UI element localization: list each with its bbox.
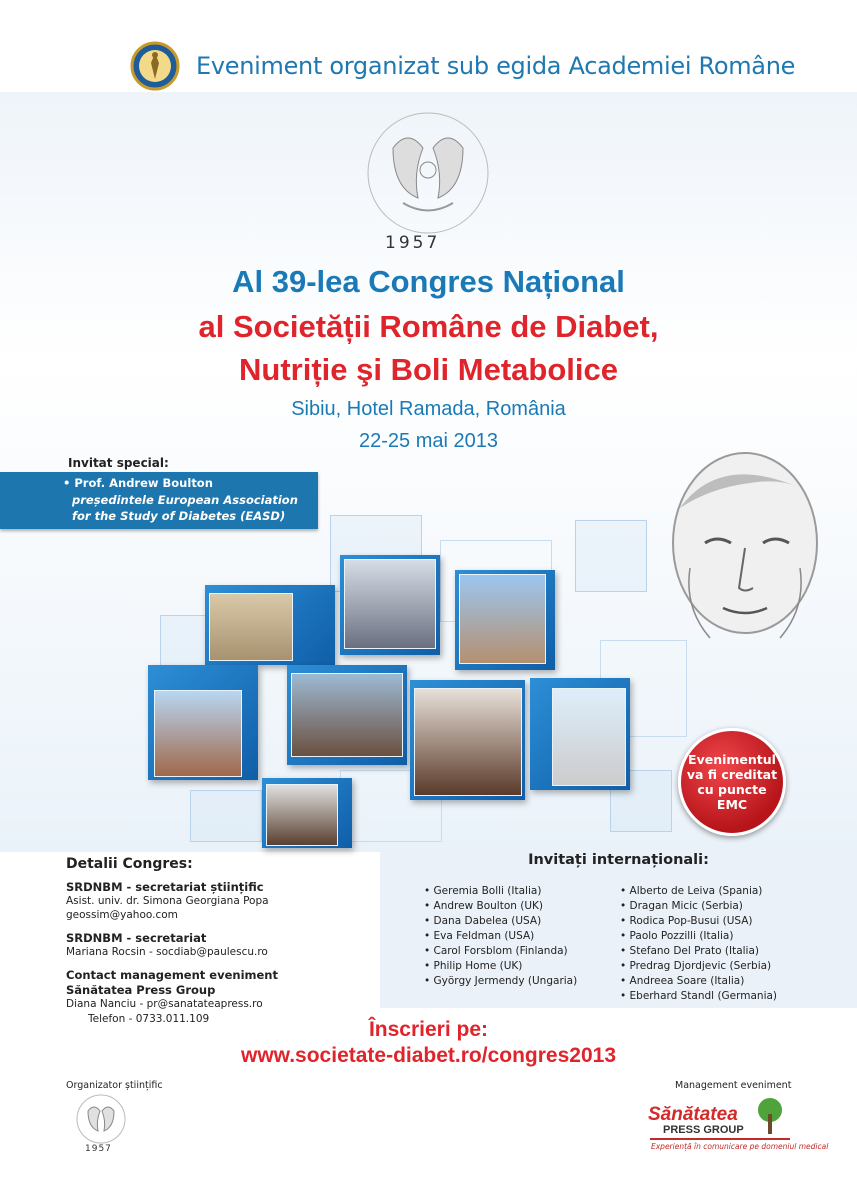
guests-column-1 <box>424 884 577 989</box>
guest-item: • Alberto de Leiva (Spania) <box>620 885 763 897</box>
mgmt-phone: Telefon - 0733.011.109 <box>88 1013 210 1025</box>
organizer-label: Organizator științific <box>66 1080 163 1091</box>
company-tagline: Experiență în comunicare pe domeniul medical <box>651 1142 829 1151</box>
guest-item: • Dana Dabelea (USA) <box>424 915 542 927</box>
photo-cube <box>455 570 555 670</box>
guest-item: • Carol Forsblom (Finlanda) <box>424 945 568 957</box>
guest-item: • Andreea Soare (Italia) <box>620 975 745 987</box>
mgmt-company: Sănătatea Press Group <box>66 983 216 997</box>
guest-item: • György Jermendy (Ungaria) <box>424 975 578 987</box>
emc-credit-badge <box>678 728 786 836</box>
signup-label: Înscrieri pe: <box>368 1018 489 1041</box>
emc-badge-line: EMC <box>716 797 748 812</box>
organizer-seal-icon <box>62 1093 140 1149</box>
details-title: Detalii Congres: <box>66 856 193 872</box>
company-logo-sub: PRESS GROUP <box>663 1124 744 1136</box>
guest-item: • Predrag Djordjevic (Serbia) <box>620 960 772 972</box>
guest-item: • Rodica Pop-Busui (USA) <box>620 915 753 927</box>
signup-url-link[interactable]: www.societate-diabet.ro/congres2013 <box>240 1044 617 1067</box>
emc-badge-line: cu puncte <box>697 782 767 797</box>
guest-item: • Eberhard Standl (Germania) <box>620 990 778 1002</box>
secretariat-label: SRDNBM - secretariat <box>66 931 207 945</box>
header-text: Eveniment organizat sub egida Academiei Române <box>196 52 796 80</box>
guest-item: • Eva Feldman (USA) <box>424 930 535 942</box>
guest-item: • Paolo Pozzilli (Italia) <box>620 930 734 942</box>
emc-badge-line: va fi creditat <box>686 767 778 782</box>
emc-badge-line: Evenimentul <box>688 752 776 767</box>
management-label: Management eveniment <box>675 1080 792 1091</box>
title-line2: al Societății Române de Diabet, <box>198 309 659 344</box>
photo-cube <box>410 680 525 800</box>
event-location: Sibiu, Hotel Ramada, România <box>291 398 566 420</box>
special-guest-role: for the Study of Diabetes (EASD) <box>72 509 286 523</box>
sci-secretariat-label: SRDNBM - secretariat științific <box>66 880 264 894</box>
romanian-academy-seal-icon <box>130 41 180 91</box>
secretariat-contact: Mariana Rocsin - socdiab@paulescu.ro <box>66 946 268 958</box>
mgmt-contact: Diana Nanciu - pr@sanatateapress.ro <box>66 998 263 1010</box>
international-guests-title: Invitați internaționali: <box>528 852 709 868</box>
photo-cube <box>205 585 335 665</box>
photo-cube <box>287 665 407 765</box>
company-logo-name: Sănătatea <box>648 1104 738 1125</box>
guest-item: • Andrew Boulton (UK) <box>424 900 544 912</box>
title-line3: Nutriție şi Boli Metabolice <box>239 352 618 387</box>
guest-item: • Philip Home (UK) <box>424 960 523 972</box>
special-guest-name: • Prof. Andrew Boulton <box>63 476 213 490</box>
guest-item: • Dragan Micic (Serbia) <box>620 900 743 912</box>
sci-secretariat-email: geossim@yahoo.com <box>66 909 178 921</box>
special-guest-label: Invitat special: <box>68 456 169 470</box>
event-dates: 22-25 mai 2013 <box>359 430 498 452</box>
caduceus-tree-icon <box>752 1096 788 1136</box>
deco-square <box>190 790 262 842</box>
guest-item: • Geremia Bolli (Italia) <box>424 885 542 897</box>
society-year: 1957 <box>385 233 441 253</box>
guest-item: • Stefano Del Prato (Italia) <box>620 945 760 957</box>
photo-cube <box>262 778 352 848</box>
mgmt-contact-title: Contact management eveniment <box>66 968 278 982</box>
organizer-seal-year: 1957 <box>85 1144 112 1154</box>
title-line1: Al 39-lea Congres Național <box>232 264 625 299</box>
sci-secretariat-person: Asist. univ. dr. Simona Georgiana Popa <box>66 895 269 907</box>
special-guest-role: președintele European Association <box>72 493 298 507</box>
guests-column-2 <box>620 884 777 1004</box>
logo-underline <box>650 1138 790 1140</box>
photo-cube <box>148 665 258 780</box>
photo-cube <box>530 678 630 790</box>
photo-cube <box>340 555 440 655</box>
portrait-image <box>635 448 845 658</box>
